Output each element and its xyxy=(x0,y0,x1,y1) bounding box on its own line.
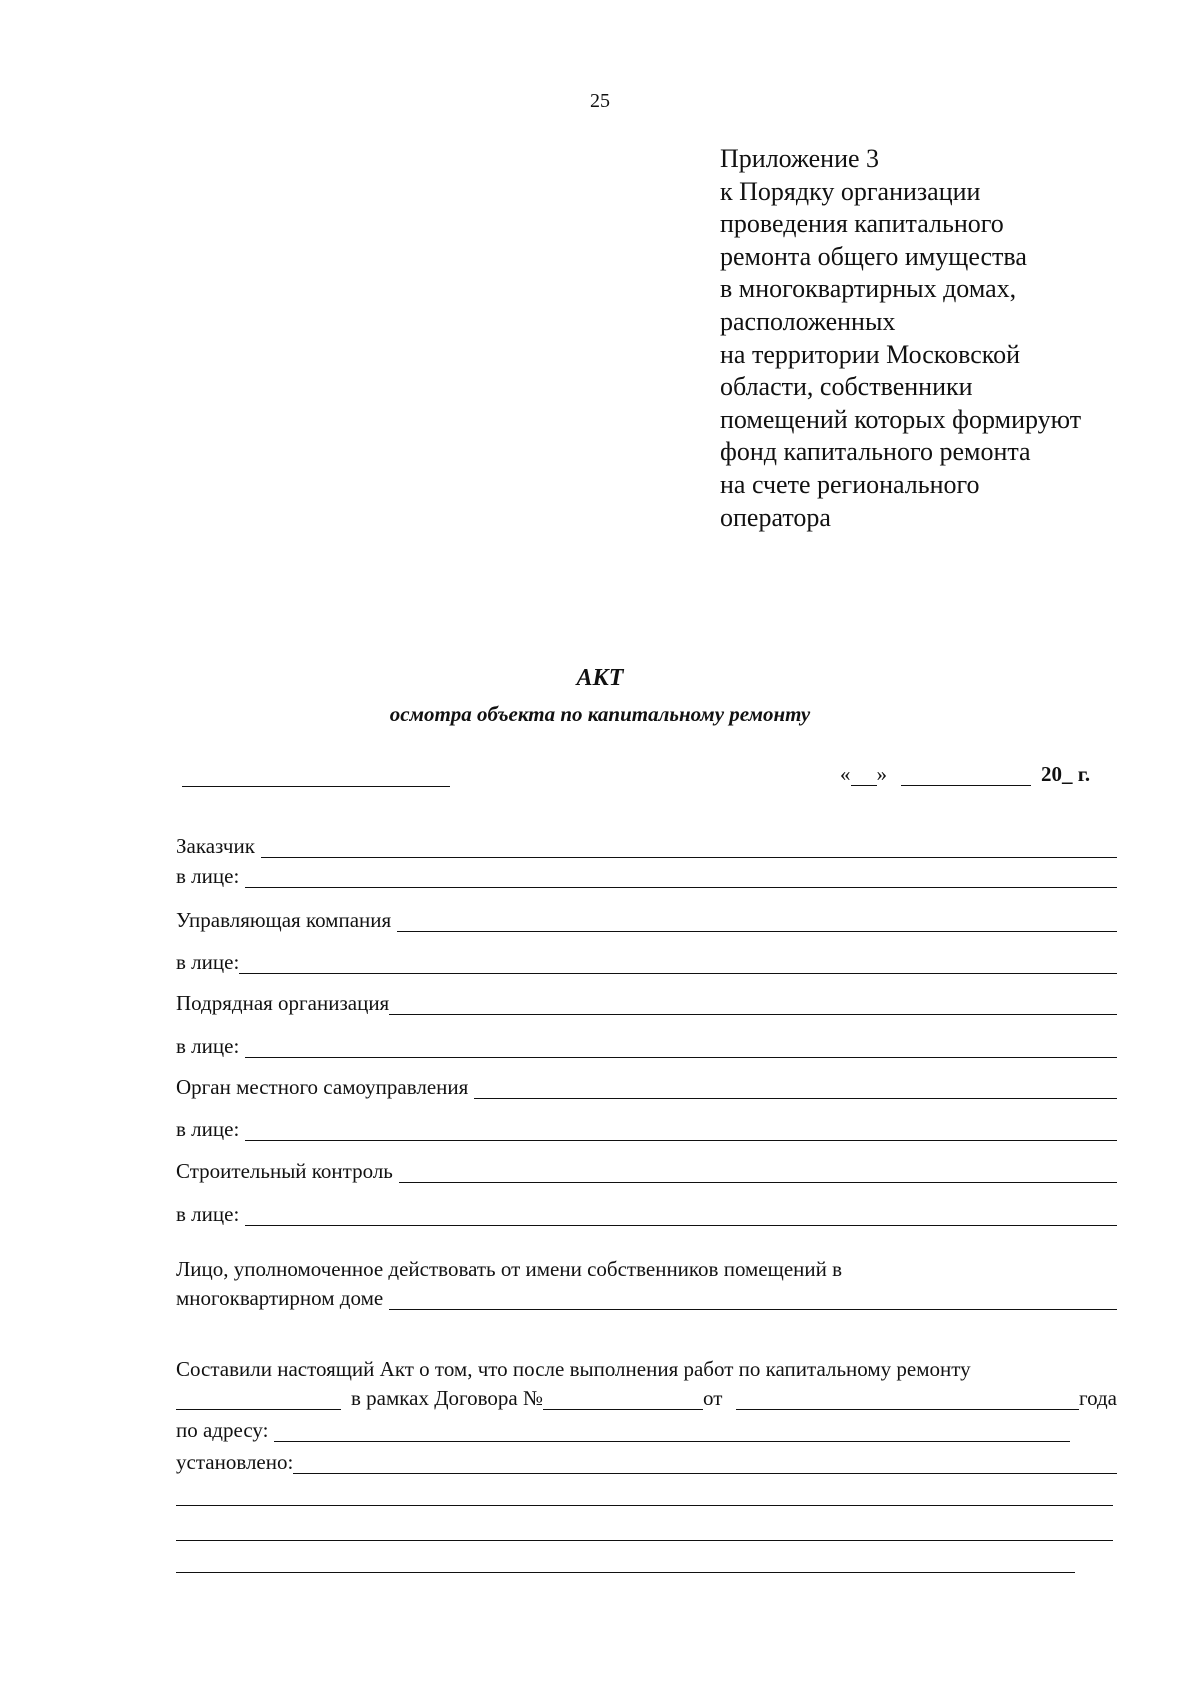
contractor-rep-label: в лице: xyxy=(176,1034,240,1058)
contract-year-label: года xyxy=(1079,1386,1117,1410)
established-row xyxy=(176,1450,1117,1474)
page-number: 25 xyxy=(590,90,610,112)
document-subtitle: осмотра объекта по капитальному ремонту xyxy=(389,702,811,726)
customer-rep-blank xyxy=(245,867,1117,888)
contractor-row xyxy=(176,991,1117,1015)
contract-from-label: от xyxy=(703,1386,723,1410)
blank-line-3 xyxy=(176,1572,1075,1573)
established-blank xyxy=(293,1453,1117,1474)
annex-line: фонд капитального ремонта xyxy=(720,437,1031,467)
annex-line: области, собственники xyxy=(720,372,973,402)
date-day-blank xyxy=(851,765,877,786)
local-government-rep-row xyxy=(176,1117,1117,1141)
contract-row xyxy=(176,1386,1117,1410)
construction-control-rep-blank xyxy=(245,1205,1117,1226)
address-label: по адресу: xyxy=(176,1418,269,1442)
blank-line-1 xyxy=(176,1505,1113,1506)
management-rep-label: в лице: xyxy=(176,950,240,974)
customer-row xyxy=(176,834,1117,858)
local-government-label: Орган местного самоуправления xyxy=(176,1075,469,1099)
annex-line: в многоквартирных домах, xyxy=(720,274,1017,304)
construction-control-rep-row xyxy=(176,1202,1117,1226)
date-month-blank xyxy=(901,765,1031,786)
blank-line-2 xyxy=(176,1540,1113,1541)
local-government-blank xyxy=(474,1078,1117,1099)
work-type-blank xyxy=(176,1389,341,1410)
authorized-person-text: Лицо, уполномоченное действовать от имени собственников помещений в xyxy=(176,1257,843,1281)
annex-line: ремонта общего имущества xyxy=(720,241,1027,271)
construction-control-blank xyxy=(399,1162,1117,1183)
annex-line: помещений которых формируют xyxy=(720,404,1082,434)
customer-rep-label: в лице: xyxy=(176,864,240,888)
annex-line: оператора xyxy=(720,502,831,532)
contractor-label: Подрядная организация xyxy=(176,991,390,1015)
place-blank-line xyxy=(182,786,450,787)
customer-blank xyxy=(261,837,1117,858)
authorized-person-row xyxy=(176,1286,1117,1310)
date-quote-open: « xyxy=(840,762,851,786)
contractor-rep-row xyxy=(176,1034,1117,1058)
date-quote-close: » xyxy=(876,762,887,786)
annex-line: к Порядку организации xyxy=(720,176,981,206)
annex-line: на счете регионального xyxy=(720,469,980,499)
statement-intro: Составили настоящий Акт о том, что после выполнения работ по капитальному ремонту xyxy=(176,1357,971,1381)
authorized-person-label: многоквартирном доме xyxy=(176,1286,384,1310)
local-government-rep-blank xyxy=(245,1120,1117,1141)
management-company-blank xyxy=(397,911,1117,932)
construction-control-rep-label: в лице: xyxy=(176,1202,240,1226)
established-label: установлено: xyxy=(176,1450,294,1474)
annex-line: расположенных xyxy=(720,306,896,336)
annex-line: проведения капитального xyxy=(720,209,1004,239)
contract-label: в рамках Договора № xyxy=(351,1386,544,1410)
construction-control-label: Строительный контроль xyxy=(176,1159,393,1183)
management-rep-row xyxy=(176,950,1117,974)
contractor-rep-blank xyxy=(245,1037,1117,1058)
contractor-blank xyxy=(389,994,1117,1015)
local-government-row xyxy=(176,1075,1117,1099)
contract-number-blank xyxy=(543,1389,703,1410)
construction-control-row xyxy=(176,1159,1117,1183)
local-government-rep-label: в лице: xyxy=(176,1117,240,1141)
date-year: 20_ г. xyxy=(1041,762,1091,786)
date-field xyxy=(840,762,1090,786)
annex-line: Приложение 3 xyxy=(720,144,880,173)
management-company-row xyxy=(176,908,1117,932)
document-title: АКТ xyxy=(576,665,624,691)
customer-rep-row xyxy=(176,864,1117,888)
contract-date-blank xyxy=(736,1389,1079,1410)
authorized-person-blank xyxy=(389,1289,1117,1310)
address-row xyxy=(176,1418,1070,1442)
management-rep-blank xyxy=(239,953,1117,974)
customer-label: Заказчик xyxy=(176,834,255,858)
annex-line: на территории Московской xyxy=(720,339,1020,369)
annex-block xyxy=(720,143,1160,534)
address-blank xyxy=(274,1421,1070,1442)
management-company-label: Управляющая компания xyxy=(176,908,392,932)
